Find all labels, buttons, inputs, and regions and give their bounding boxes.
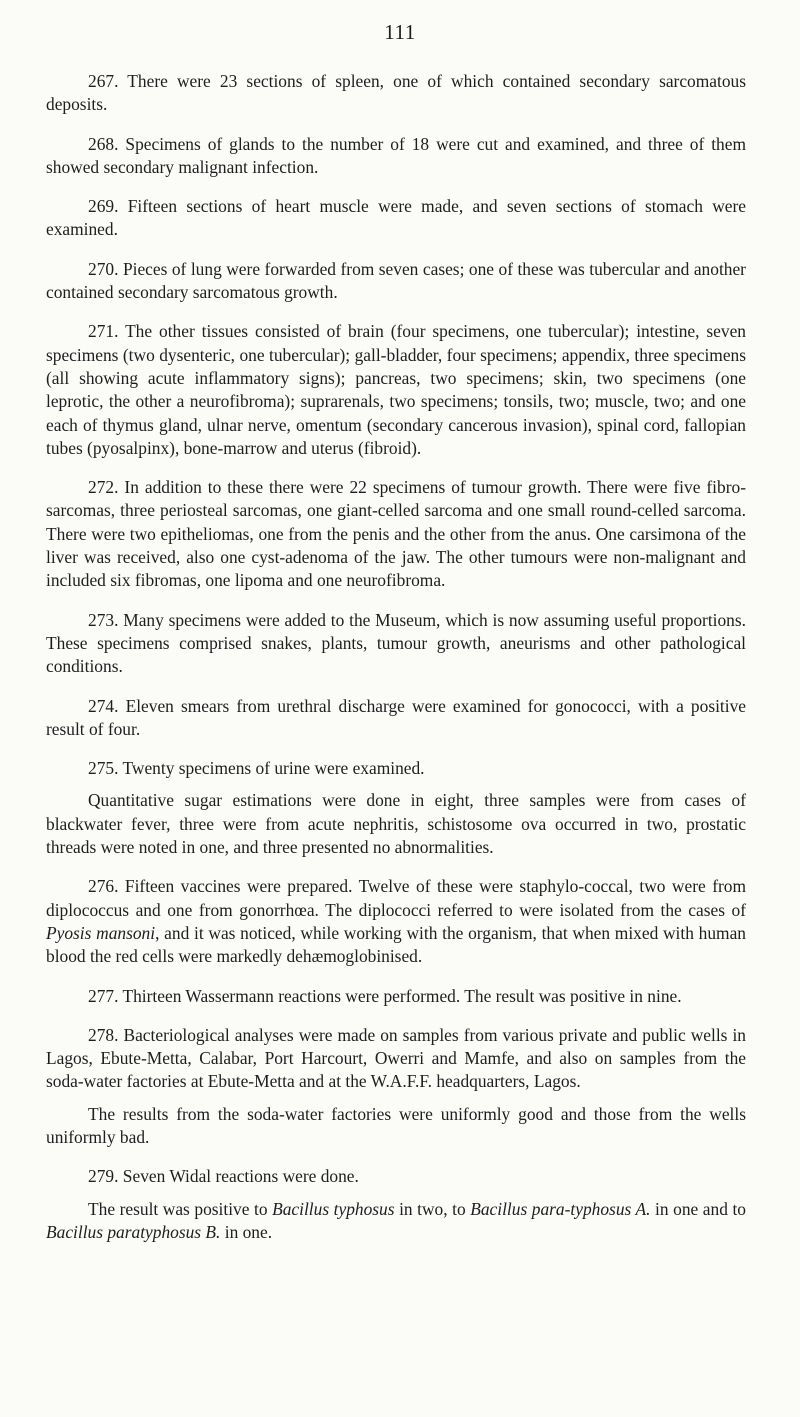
paragraph-text: Quantitative sugar estimations were done in eight, three samples were from cases of blackwater fever, three were from acute nephritis, schistosome ova occurred in two, prostatic threads were noted in one, and three presented no abnormalities. bbox=[46, 790, 746, 858]
paragraph-text: Thirteen Wassermann reactions were performed. The result was positive in nine. bbox=[122, 985, 682, 1006]
paragraph-273 bbox=[46, 609, 746, 679]
paragraph-276 bbox=[46, 875, 746, 968]
paragraph-270 bbox=[46, 258, 746, 305]
paragraph-number: 275. bbox=[88, 758, 119, 779]
paragraph-275 bbox=[46, 757, 746, 780]
paragraph-number: 268. bbox=[88, 133, 119, 154]
paragraph-text: Twenty specimens of urine were examined. bbox=[122, 758, 425, 779]
paragraph-274 bbox=[46, 695, 746, 742]
italic-term: Pyosis mansoni bbox=[46, 922, 156, 943]
paragraph-number: 277. bbox=[88, 985, 119, 1006]
paragraph-number: 279. bbox=[88, 1166, 119, 1187]
paragraph-279-continued bbox=[46, 1198, 746, 1245]
italic-term: Bacillus typhosus bbox=[272, 1198, 395, 1219]
paragraph-number: 278. bbox=[88, 1024, 119, 1045]
paragraph-text: Specimens of glands to the number of 18 were cut and examined, and three of them showed secondary malignant infection. bbox=[46, 133, 746, 177]
paragraph-267 bbox=[46, 70, 746, 117]
page-number: 111 bbox=[384, 20, 416, 44]
paragraph-number: 269. bbox=[88, 196, 119, 217]
paragraph-number: 273. bbox=[88, 609, 119, 630]
paragraph-text: , and it was noticed, while working with the organism, that when mixed with human blood the red cells were markedly dehæmoglobinised. bbox=[46, 922, 746, 967]
paragraph-number: 274. bbox=[88, 695, 119, 716]
italic-term: Bacillus para-typhosus A. bbox=[470, 1198, 651, 1219]
paragraph-268 bbox=[46, 133, 746, 180]
paragraph-text: Fifteen sections of heart muscle were made, and seven sections of stomach were examined. bbox=[46, 196, 746, 240]
paragraph-278-continued bbox=[46, 1103, 746, 1150]
paragraph-text: There were 23 sections of spleen, one of which contained secondary sarcomatous deposits. bbox=[46, 71, 746, 115]
paragraph-269 bbox=[46, 195, 746, 242]
paragraph-text: Fifteen vaccines were prepared. Twelve of these were staphylo-coccal, two were from diplococcus and one from gonorrhœa. The diplococci referred to were isolated from the cases of bbox=[46, 876, 746, 920]
paragraph-text: Pieces of lung were forwarded from seven cases; one of these was tubercular and another contained secondary sarcomatous growth. bbox=[46, 258, 746, 303]
paragraph-number: 270. bbox=[88, 258, 119, 279]
paragraph-text: In addition to these there were 22 specimens of tumour growth. There were five fibro-sarcomas, three periosteal sarcomas, one giant-celled sarcoma and one small round-celled sarcoma. There were two epitheliomas, one from the penis and the other from the anus. One carsimona of the liver was received, also one cyst-adenoma of the jaw. The other tumours were non-malignant and included six fibromas, one lipoma and one neurofibroma. bbox=[46, 477, 746, 591]
italic-term: Bacillus paratyphosus B. bbox=[46, 1221, 221, 1242]
paragraph-279 bbox=[46, 1165, 746, 1188]
paragraph-275-continued bbox=[46, 789, 746, 859]
paragraph-number: 272. bbox=[88, 477, 119, 498]
paragraph-text: The other tissues consisted of brain (four specimens, one tubercular); intestine, seven specimens (two dysenteric, one tubercular); gall-bladder, four specimens; appendix, three specimens (all showing acute inflammatory signs); pancreas, two specimens; skin, two specimens (one leprotic, the other a neurofibroma); suprarenals, two specimens; tonsils, two; muscle, two; and one each of thymus gland, ulnar nerve, omentum (secondary cancerous invasion), spinal cord, fallopian tubes (pyosalpinx), bone-marrow and uterus (fibroid). bbox=[46, 321, 746, 458]
paragraph-text: Bacteriological analyses were made on samples from various private and public wells in Lagos, Ebute-Metta, Calabar, Port Harcourt, Owerri and Mamfe, and also on samples from the soda-water factories at Ebute-Metta and at the W.A.F.F. headquarters, Lagos. bbox=[46, 1024, 746, 1092]
paragraph-number: 267. bbox=[88, 71, 119, 91]
paragraph-text: The result was positive to bbox=[88, 1198, 273, 1219]
paragraph-number: 276. bbox=[88, 876, 119, 897]
paragraph-text: Eleven smears from urethral discharge were examined for gonococci, with a positive result of four. bbox=[46, 695, 746, 739]
paragraph-number: 271. bbox=[88, 321, 119, 342]
paragraph-277 bbox=[46, 985, 746, 1008]
paragraph-text: in one and to bbox=[650, 1198, 746, 1219]
paragraph-271 bbox=[46, 320, 746, 460]
paragraph-text: in two, to bbox=[394, 1198, 471, 1219]
paragraph-text: in one. bbox=[220, 1221, 273, 1242]
paragraph-text: Seven Widal reactions were done. bbox=[122, 1166, 359, 1187]
paragraph-272 bbox=[46, 476, 746, 592]
paragraph-278 bbox=[46, 1024, 746, 1094]
body-text bbox=[46, 70, 746, 1244]
paragraph-text: Many specimens were added to the Museum, which is now assuming useful proportions. These specimens comprised snakes, plants, tumour growth, aneurisms and other pathological conditions. bbox=[46, 609, 746, 677]
paragraph-text: The results from the soda-water factories were uniformly good and those from the wells uniformly bad. bbox=[46, 1103, 746, 1147]
